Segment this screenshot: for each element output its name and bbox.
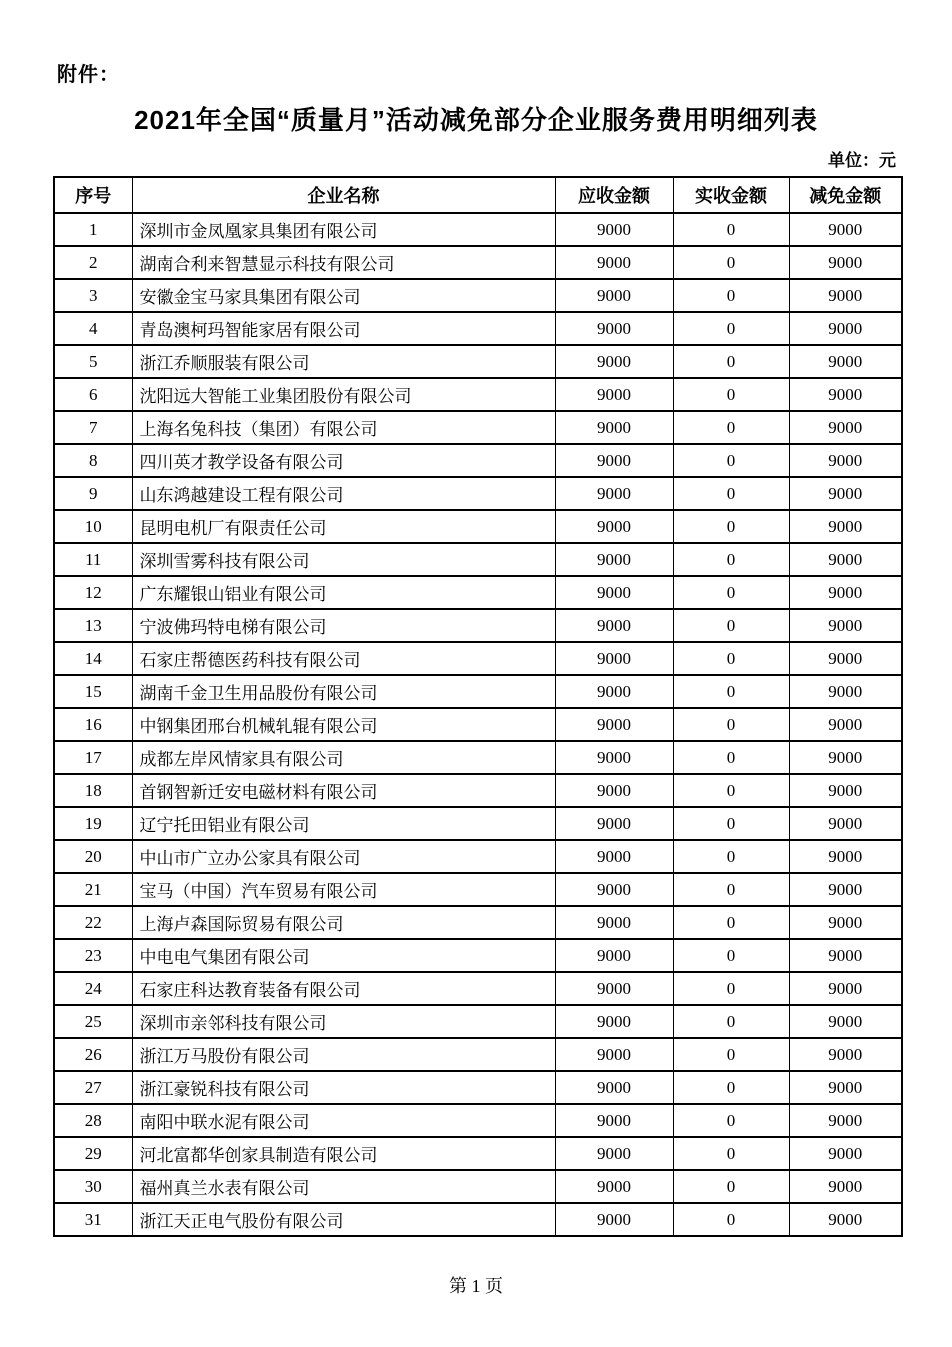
column-header-index: 序号 [54, 177, 132, 213]
table-row [54, 807, 902, 840]
cell-index: 29 [54, 1137, 132, 1170]
cell-waived: 9000 [789, 1038, 902, 1071]
cell-waived: 9000 [789, 972, 902, 1005]
cell-company: 河北富都华创家具制造有限公司 [132, 1137, 555, 1170]
cell-received: 0 [673, 1170, 789, 1203]
table-row [54, 378, 902, 411]
table-row [54, 477, 902, 510]
cell-waived: 9000 [789, 411, 902, 444]
table-row [54, 873, 902, 906]
cell-receivable: 9000 [555, 1071, 673, 1104]
cell-waived: 9000 [789, 576, 902, 609]
cell-received: 0 [673, 213, 789, 246]
cell-company: 广东耀银山铝业有限公司 [132, 576, 555, 609]
cell-company: 上海名兔科技（集团）有限公司 [132, 411, 555, 444]
cell-receivable: 9000 [555, 675, 673, 708]
cell-company: 沈阳远大智能工业集团股份有限公司 [132, 378, 555, 411]
cell-received: 0 [673, 1104, 789, 1137]
cell-received: 0 [673, 642, 789, 675]
table-row [54, 213, 902, 246]
cell-index: 17 [54, 741, 132, 774]
cell-received: 0 [673, 1137, 789, 1170]
cell-waived: 9000 [789, 1104, 902, 1137]
cell-received: 0 [673, 246, 789, 279]
cell-index: 13 [54, 609, 132, 642]
cell-index: 7 [54, 411, 132, 444]
cell-received: 0 [673, 477, 789, 510]
attachment-label: 附件： [57, 64, 120, 86]
cell-index: 8 [54, 444, 132, 477]
cell-waived: 9000 [789, 378, 902, 411]
cell-receivable: 9000 [555, 807, 673, 840]
table-row [54, 1137, 902, 1170]
cell-received: 0 [673, 345, 789, 378]
cell-received: 0 [673, 873, 789, 906]
cell-waived: 9000 [789, 774, 902, 807]
cell-index: 18 [54, 774, 132, 807]
cell-waived: 9000 [789, 939, 902, 972]
cell-index: 31 [54, 1203, 132, 1236]
cell-company: 安徽金宝马家具集团有限公司 [132, 279, 555, 312]
table-row [54, 972, 902, 1005]
cell-waived: 9000 [789, 510, 902, 543]
cell-index: 12 [54, 576, 132, 609]
cell-company: 福州真兰水表有限公司 [132, 1170, 555, 1203]
table-row [54, 741, 902, 774]
cell-receivable: 9000 [555, 642, 673, 675]
cell-company: 宝马（中国）汽车贸易有限公司 [132, 873, 555, 906]
table-row [54, 1005, 902, 1038]
cell-received: 0 [673, 906, 789, 939]
cell-index: 4 [54, 312, 132, 345]
cell-waived: 9000 [789, 741, 902, 774]
cell-company: 青岛澳柯玛智能家居有限公司 [132, 312, 555, 345]
cell-receivable: 9000 [555, 906, 673, 939]
table-row [54, 411, 902, 444]
cell-receivable: 9000 [555, 741, 673, 774]
cell-index: 16 [54, 708, 132, 741]
cell-index: 26 [54, 1038, 132, 1071]
cell-company: 辽宁托田铝业有限公司 [132, 807, 555, 840]
cell-waived: 9000 [789, 1137, 902, 1170]
cell-index: 2 [54, 246, 132, 279]
cell-index: 9 [54, 477, 132, 510]
cell-received: 0 [673, 741, 789, 774]
cell-receivable: 9000 [555, 708, 673, 741]
column-header-waived: 减免金额 [789, 177, 902, 213]
table-row [54, 246, 902, 279]
cell-index: 3 [54, 279, 132, 312]
cell-receivable: 9000 [555, 279, 673, 312]
cell-received: 0 [673, 1203, 789, 1236]
cell-received: 0 [673, 774, 789, 807]
cell-waived: 9000 [789, 543, 902, 576]
table-row [54, 1071, 902, 1104]
cell-company: 中电电气集团有限公司 [132, 939, 555, 972]
cell-index: 23 [54, 939, 132, 972]
cell-index: 1 [54, 213, 132, 246]
cell-receivable: 9000 [555, 510, 673, 543]
table-row [54, 642, 902, 675]
cell-received: 0 [673, 378, 789, 411]
table-row [54, 345, 902, 378]
cell-waived: 9000 [789, 840, 902, 873]
cell-company: 浙江天正电气股份有限公司 [132, 1203, 555, 1236]
cell-received: 0 [673, 543, 789, 576]
cell-receivable: 9000 [555, 1170, 673, 1203]
cell-receivable: 9000 [555, 444, 673, 477]
cell-waived: 9000 [789, 1005, 902, 1038]
cell-waived: 9000 [789, 873, 902, 906]
table-row [54, 774, 902, 807]
cell-waived: 9000 [789, 1170, 902, 1203]
table-row [54, 840, 902, 873]
cell-receivable: 9000 [555, 1038, 673, 1071]
table-row [54, 906, 902, 939]
column-header-received: 实收金额 [673, 177, 789, 213]
cell-index: 30 [54, 1170, 132, 1203]
cell-company: 成都左岸风情家具有限公司 [132, 741, 555, 774]
cell-index: 24 [54, 972, 132, 1005]
cell-received: 0 [673, 576, 789, 609]
cell-index: 19 [54, 807, 132, 840]
table-row [54, 1038, 902, 1071]
cell-waived: 9000 [789, 213, 902, 246]
cell-received: 0 [673, 312, 789, 345]
cell-index: 27 [54, 1071, 132, 1104]
table-row [54, 708, 902, 741]
table-row [54, 444, 902, 477]
cell-company: 四川英才教学设备有限公司 [132, 444, 555, 477]
cell-company: 中山市广立办公家具有限公司 [132, 840, 555, 873]
cell-company: 中钢集团邢台机械轧辊有限公司 [132, 708, 555, 741]
cell-company: 湖南合利来智慧显示科技有限公司 [132, 246, 555, 279]
cell-received: 0 [673, 708, 789, 741]
cell-company: 深圳市金凤凰家具集团有限公司 [132, 213, 555, 246]
cell-receivable: 9000 [555, 411, 673, 444]
cell-index: 14 [54, 642, 132, 675]
table-row [54, 1203, 902, 1236]
cell-index: 6 [54, 378, 132, 411]
column-header-receivable: 应收金额 [555, 177, 673, 213]
cell-received: 0 [673, 939, 789, 972]
cell-company: 上海卢森国际贸易有限公司 [132, 906, 555, 939]
table-row [54, 939, 902, 972]
table-row [54, 543, 902, 576]
cell-waived: 9000 [789, 444, 902, 477]
table-row [54, 675, 902, 708]
cell-company: 宁波佛玛特电梯有限公司 [132, 609, 555, 642]
table-body [54, 213, 902, 1236]
cell-index: 15 [54, 675, 132, 708]
cell-company: 山东鸿越建设工程有限公司 [132, 477, 555, 510]
unit-label: 单位：元 [828, 151, 896, 170]
cell-waived: 9000 [789, 246, 902, 279]
cell-company: 昆明电机厂有限责任公司 [132, 510, 555, 543]
cell-waived: 9000 [789, 642, 902, 675]
table-row [54, 1170, 902, 1203]
cell-index: 21 [54, 873, 132, 906]
table-row [54, 576, 902, 609]
cell-received: 0 [673, 444, 789, 477]
cell-waived: 9000 [789, 312, 902, 345]
cell-index: 28 [54, 1104, 132, 1137]
cell-company: 深圳市亲邻科技有限公司 [132, 1005, 555, 1038]
cell-receivable: 9000 [555, 939, 673, 972]
cell-receivable: 9000 [555, 840, 673, 873]
cell-receivable: 9000 [555, 477, 673, 510]
cell-index: 22 [54, 906, 132, 939]
cell-received: 0 [673, 1038, 789, 1071]
cell-waived: 9000 [789, 675, 902, 708]
cell-receivable: 9000 [555, 543, 673, 576]
table-row [54, 279, 902, 312]
cell-index: 20 [54, 840, 132, 873]
cell-receivable: 9000 [555, 378, 673, 411]
cell-received: 0 [673, 1071, 789, 1104]
cell-received: 0 [673, 675, 789, 708]
cell-received: 0 [673, 411, 789, 444]
cell-receivable: 9000 [555, 609, 673, 642]
cell-received: 0 [673, 609, 789, 642]
fee-table [53, 176, 903, 1237]
cell-receivable: 9000 [555, 1203, 673, 1236]
page-title: 2021年全国“质量月”活动减免部分企业服务费用明细列表 [134, 105, 818, 135]
cell-receivable: 9000 [555, 1104, 673, 1137]
cell-receivable: 9000 [555, 312, 673, 345]
cell-received: 0 [673, 840, 789, 873]
cell-index: 10 [54, 510, 132, 543]
cell-receivable: 9000 [555, 774, 673, 807]
cell-index: 11 [54, 543, 132, 576]
cell-waived: 9000 [789, 345, 902, 378]
cell-company: 首钢智新迁安电磁材料有限公司 [132, 774, 555, 807]
table-header-row [54, 177, 902, 213]
cell-receivable: 9000 [555, 1137, 673, 1170]
column-header-company: 企业名称 [132, 177, 555, 213]
cell-receivable: 9000 [555, 1005, 673, 1038]
cell-company: 石家庄帮德医药科技有限公司 [132, 642, 555, 675]
cell-company: 浙江乔顺服装有限公司 [132, 345, 555, 378]
table-row [54, 312, 902, 345]
cell-received: 0 [673, 972, 789, 1005]
cell-receivable: 9000 [555, 972, 673, 1005]
cell-company: 南阳中联水泥有限公司 [132, 1104, 555, 1137]
cell-received: 0 [673, 279, 789, 312]
cell-company: 深圳雪雾科技有限公司 [132, 543, 555, 576]
cell-company: 湖南千金卫生用品股份有限公司 [132, 675, 555, 708]
cell-index: 25 [54, 1005, 132, 1038]
cell-receivable: 9000 [555, 576, 673, 609]
cell-waived: 9000 [789, 477, 902, 510]
cell-waived: 9000 [789, 708, 902, 741]
table-row [54, 510, 902, 543]
cell-company: 浙江豪锐科技有限公司 [132, 1071, 555, 1104]
page-number: 第 1 页 [449, 1276, 503, 1296]
table-row [54, 1104, 902, 1137]
cell-index: 5 [54, 345, 132, 378]
table-row [54, 609, 902, 642]
cell-waived: 9000 [789, 1203, 902, 1236]
cell-receivable: 9000 [555, 246, 673, 279]
cell-receivable: 9000 [555, 213, 673, 246]
cell-receivable: 9000 [555, 345, 673, 378]
cell-waived: 9000 [789, 609, 902, 642]
cell-received: 0 [673, 510, 789, 543]
cell-received: 0 [673, 1005, 789, 1038]
cell-waived: 9000 [789, 279, 902, 312]
cell-receivable: 9000 [555, 873, 673, 906]
cell-waived: 9000 [789, 1071, 902, 1104]
cell-received: 0 [673, 807, 789, 840]
cell-company: 浙江万马股份有限公司 [132, 1038, 555, 1071]
cell-waived: 9000 [789, 807, 902, 840]
cell-company: 石家庄科达教育装备有限公司 [132, 972, 555, 1005]
cell-waived: 9000 [789, 906, 902, 939]
